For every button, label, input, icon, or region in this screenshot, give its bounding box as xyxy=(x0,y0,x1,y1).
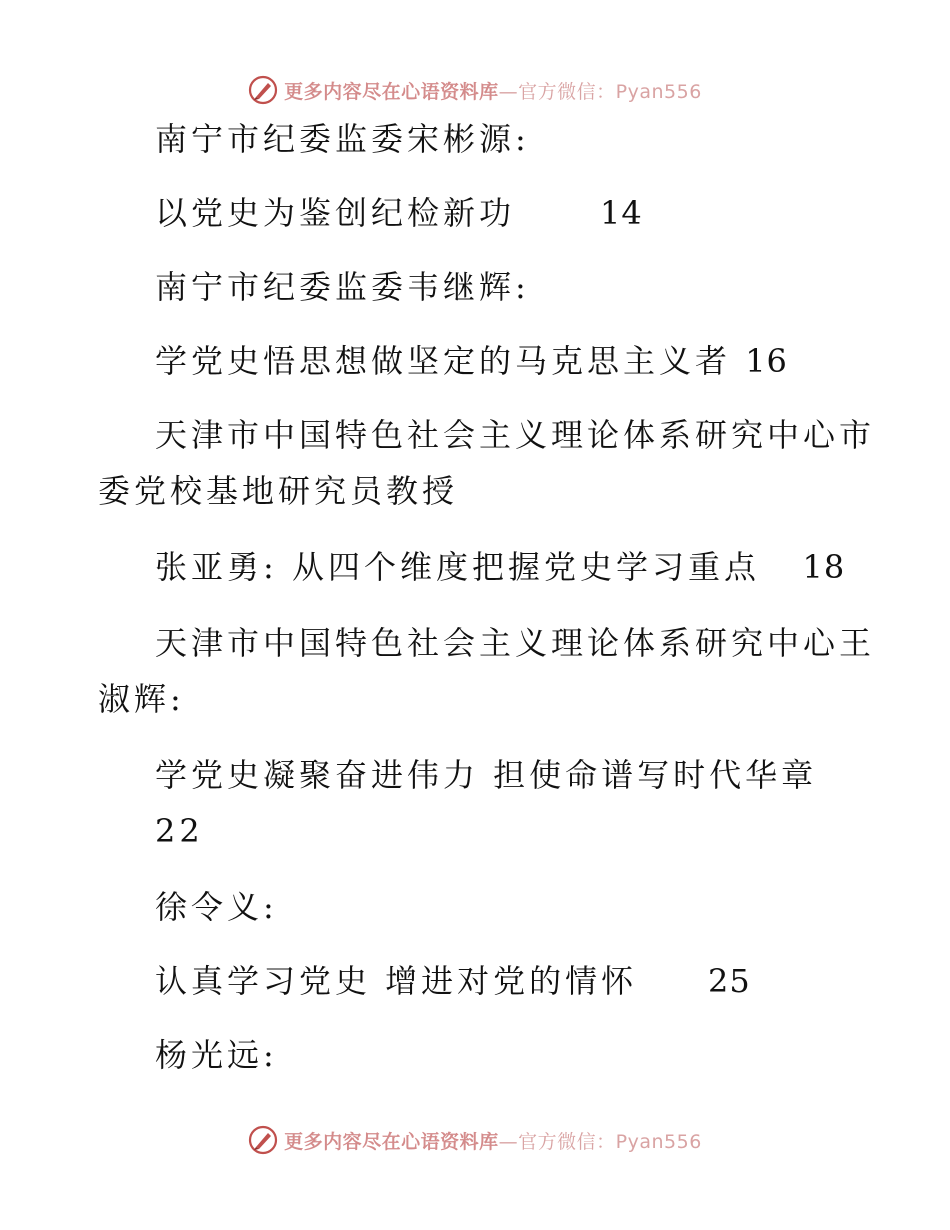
toc-entry-text: 认真学习党史 增进对党的情怀 xyxy=(155,962,638,1000)
watermark-separator: — xyxy=(498,1130,519,1153)
toc-line xyxy=(98,120,530,158)
toc-entry-text: 南宁市纪委监委韦继辉: xyxy=(155,268,530,306)
toc-page-number: 25 xyxy=(708,962,751,1000)
toc-line xyxy=(98,888,278,926)
toc-entry-text: 天津市中国特色社会主义理论体系研究中心王 xyxy=(155,624,876,662)
pen-logo-icon xyxy=(248,75,278,105)
toc-entry-text: 徐令义: xyxy=(155,888,278,926)
toc-entry-text: 南宁市纪委监委宋彬源: xyxy=(155,120,530,158)
toc-entry-text: 张亚勇: 从四个维度把握党史学习重点 xyxy=(155,548,760,586)
watermark-wechat: 官方微信：Pyan556 xyxy=(518,1130,702,1153)
toc-line xyxy=(98,472,458,510)
toc-entry-text: 天津市中国特色社会主义理论体系研究中心市 xyxy=(155,416,876,454)
toc-line xyxy=(98,268,530,306)
watermark-text xyxy=(284,1127,702,1154)
toc-line xyxy=(98,194,643,232)
toc-line xyxy=(98,962,751,1000)
toc-line xyxy=(98,756,817,794)
toc-entry-text: 委党校基地研究员教授 xyxy=(98,472,459,510)
toc-line xyxy=(98,342,788,380)
toc-line xyxy=(98,812,204,850)
toc-line xyxy=(98,416,875,454)
toc-entry-text: 学党史凝聚奋进伟力 担使命谱写时代华章 xyxy=(155,756,818,794)
toc-line xyxy=(98,680,185,718)
toc-entry-text: 淑辉: xyxy=(98,680,185,718)
watermark-brand: 更多内容尽在心语资料库 xyxy=(284,80,499,103)
header-watermark xyxy=(0,70,950,110)
toc-line xyxy=(98,548,845,586)
watermark-separator: — xyxy=(498,80,519,103)
toc-page-number: 18 xyxy=(802,548,846,586)
toc-page-number: 14 xyxy=(600,194,643,232)
toc-page-number: 16 xyxy=(745,342,788,380)
watermark-text xyxy=(284,77,702,104)
footer-watermark xyxy=(0,1120,950,1160)
toc-line xyxy=(98,624,875,662)
watermark-wechat: 官方微信：Pyan556 xyxy=(518,80,702,103)
toc-entry-text: 杨光远: xyxy=(155,1036,278,1074)
toc-entry-text: 学党史悟思想做坚定的马克思主义者 xyxy=(155,342,732,380)
toc-entry-text: 以党史为鉴创纪检新功 xyxy=(155,194,516,232)
watermark-brand: 更多内容尽在心语资料库 xyxy=(284,1130,499,1153)
toc-entry-text: 22 xyxy=(155,812,204,850)
pen-logo-icon xyxy=(248,1125,278,1155)
toc-line xyxy=(98,1036,278,1074)
